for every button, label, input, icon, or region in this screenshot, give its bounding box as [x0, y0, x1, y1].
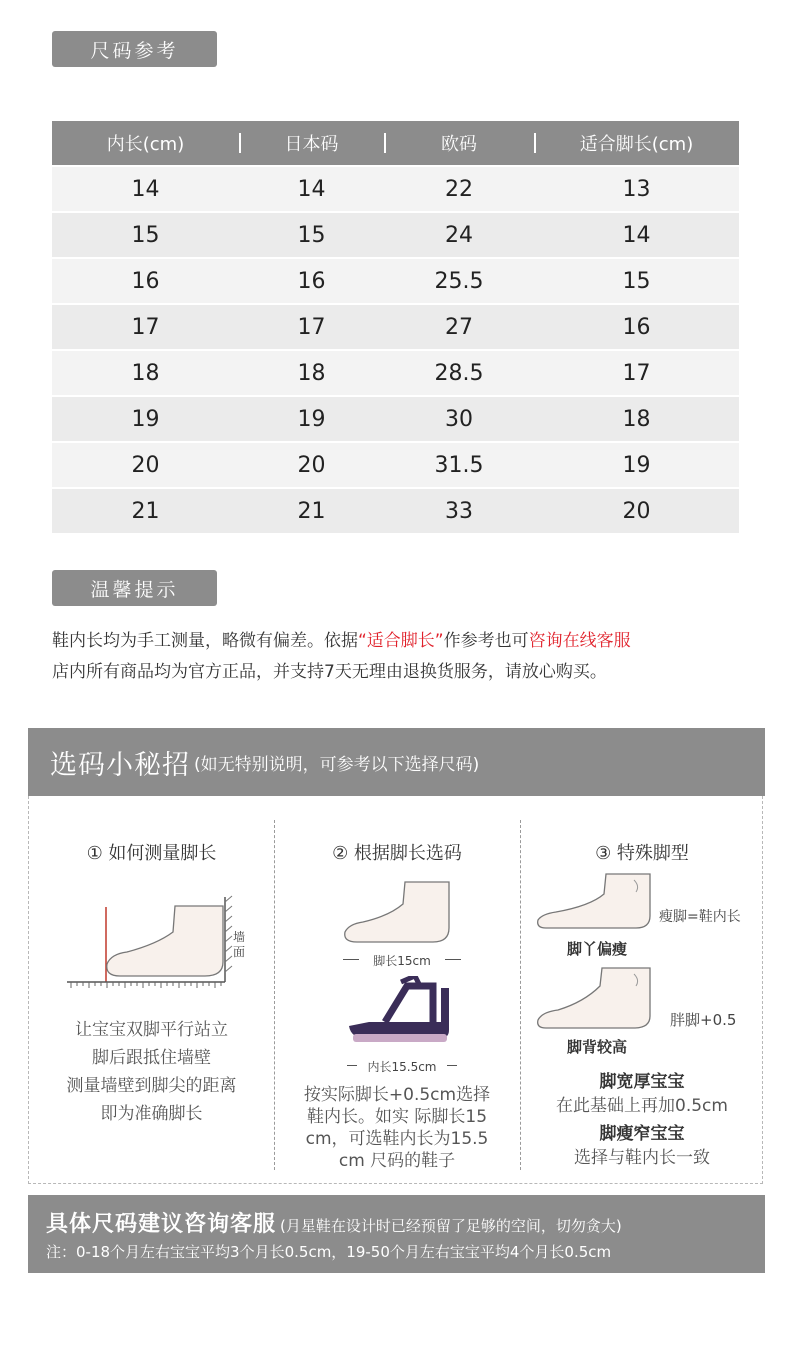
col3-text [520, 1070, 764, 1170]
table-body [52, 167, 739, 533]
dimension-line [447, 1065, 457, 1066]
col1-line: 脚后跟抵住墙壁 [92, 1048, 211, 1068]
cell-inner-length: 21 [131, 498, 160, 524]
tips-line-1 [52, 626, 772, 657]
cell-inner-length: 18 [131, 360, 160, 386]
table-row [52, 489, 739, 533]
col3-title: ③ 特殊脚型 [595, 843, 689, 864]
col2-line: cm，可选鞋内长为15.5 [305, 1129, 489, 1149]
table-row [52, 167, 739, 211]
narrow-foot-title: 脚瘦窄宝宝 [599, 1124, 685, 1144]
cell-inner-length: 14 [131, 176, 160, 202]
guide-subtitle: (如无特别说明，可参考以下选择尺码) [194, 754, 480, 775]
guide-title: 选码小秘招 [50, 749, 190, 781]
inner-length-label [347, 1058, 457, 1075]
table-row [52, 443, 739, 487]
dimension-line [445, 959, 461, 960]
cell-eu-size: 24 [445, 222, 473, 248]
table-row [52, 305, 739, 349]
header-jp-size: 日本码 [239, 130, 384, 156]
cell-inner-length: 17 [131, 314, 160, 340]
cell-inner-length: 16 [131, 268, 160, 294]
size-reference-label: 尺码参考 [90, 39, 179, 62]
cell-jp-size: 21 [297, 498, 326, 524]
warm-tips-label: 温馨提示 [90, 578, 179, 601]
tips-text [52, 626, 772, 688]
fat-foot-illustration [534, 966, 656, 1032]
cell-jp-size: 16 [297, 268, 326, 294]
wide-foot-text: 在此基础上再加0.5cm [556, 1096, 728, 1116]
cell-eu-size: 30 [445, 406, 473, 432]
table-row [52, 213, 739, 257]
col2-title: ② 根据脚长选码 [332, 843, 462, 864]
thin-foot-label: 脚丫偏瘦 [567, 940, 628, 958]
header-inner-length: 内长(cm) [106, 134, 185, 155]
warm-tips-tag [52, 570, 217, 606]
online-service-link[interactable]: 咨询在线客服 [528, 631, 631, 651]
col1-title: ① 如何测量脚长 [86, 843, 217, 864]
cell-jp-size: 14 [297, 176, 326, 202]
cell-foot-length: 20 [622, 498, 651, 524]
guide-body [28, 796, 763, 1184]
tips-line-1-b: 作参考也可 [443, 631, 529, 651]
wide-foot-title: 脚宽厚宝宝 [599, 1072, 685, 1092]
fat-foot-note: 胖脚+0.5 [670, 1011, 737, 1029]
cell-foot-length: 16 [622, 314, 651, 340]
advice-bar [28, 1195, 765, 1273]
narrow-foot-text: 选择与鞋内长一致 [574, 1148, 710, 1168]
advice-subtitle: (月星鞋在设计时已经预留了足够的空间，切勿贪大) [280, 1217, 622, 1235]
tips-line-1-a: 鞋内长均为手工测量，略微有偏差。依据 [52, 631, 358, 651]
col1-line: 即为准确脚长 [100, 1104, 203, 1124]
foot-length-label [343, 952, 461, 969]
inner-length-text: 内长15.5cm [367, 1060, 437, 1074]
size-table [52, 121, 739, 533]
foot-length-text: 脚长15cm [373, 954, 431, 968]
cell-jp-size: 18 [297, 360, 326, 386]
cell-foot-length: 18 [622, 406, 651, 432]
cell-inner-length: 20 [131, 452, 160, 478]
cell-jp-size: 15 [297, 222, 326, 248]
col1-line: 测量墙壁到脚尖的距离 [66, 1076, 237, 1096]
guide-header [28, 728, 765, 796]
table-row [52, 351, 739, 395]
cell-foot-length: 15 [622, 268, 651, 294]
sandal-icon [345, 976, 455, 1048]
col2-line: cm 尺码的鞋子 [338, 1151, 456, 1171]
dimension-line [347, 1065, 357, 1066]
col2-text [285, 1084, 509, 1172]
cell-eu-size: 22 [445, 176, 473, 202]
cell-jp-size: 17 [297, 314, 326, 340]
size-reference-tag [52, 31, 217, 67]
cell-jp-size: 20 [297, 452, 326, 478]
advice-note: 注：0-18个月左右宝宝平均3个月长0.5cm，19-50个月左右宝宝平均4个月长0.5cm [46, 1243, 612, 1261]
cell-jp-size: 19 [297, 406, 326, 432]
cell-eu-size: 28.5 [434, 360, 484, 386]
table-row [52, 259, 739, 303]
cell-inner-length: 19 [131, 406, 160, 432]
cell-eu-size: 27 [445, 314, 473, 340]
table-header [52, 121, 739, 165]
header-eu-size: 欧码 [384, 130, 534, 156]
col2-line: 鞋内长。如实 际脚长15 [306, 1107, 488, 1127]
thin-foot-illustration [534, 872, 656, 934]
dimension-line [343, 959, 359, 960]
cell-eu-size: 31.5 [434, 452, 484, 478]
fat-foot-label: 脚背较高 [567, 1038, 628, 1056]
cell-foot-length: 14 [622, 222, 651, 248]
cell-eu-size: 33 [445, 498, 473, 524]
thin-foot-note: 瘦脚=鞋内长 [659, 909, 741, 925]
col1-text [29, 1016, 274, 1128]
tips-line-2: 店内所有商品均为官方正品，并支持7天无理由退换货服务，请放心购买。 [52, 662, 607, 682]
table-row [52, 397, 739, 441]
column-divider [274, 820, 275, 1170]
col2-line: 按实际脚长+0.5cm选择 [303, 1085, 491, 1105]
foot-illustration [339, 880, 459, 946]
wall-label: 墙面 [233, 930, 246, 959]
header-foot-length: 适合脚长(cm) [534, 130, 739, 156]
cell-inner-length: 15 [131, 222, 160, 248]
tips-highlight: “适合脚长” [358, 631, 444, 651]
ruler-foot-illustration [65, 892, 245, 992]
col1-line: 让宝宝双脚平行站立 [75, 1020, 228, 1040]
advice-title: 具体尺码建议咨询客服 [46, 1212, 277, 1237]
cell-foot-length: 13 [622, 176, 651, 202]
cell-eu-size: 25.5 [434, 268, 484, 294]
cell-foot-length: 19 [622, 452, 651, 478]
cell-foot-length: 17 [622, 360, 651, 386]
advice-line-1 [46, 1207, 622, 1238]
